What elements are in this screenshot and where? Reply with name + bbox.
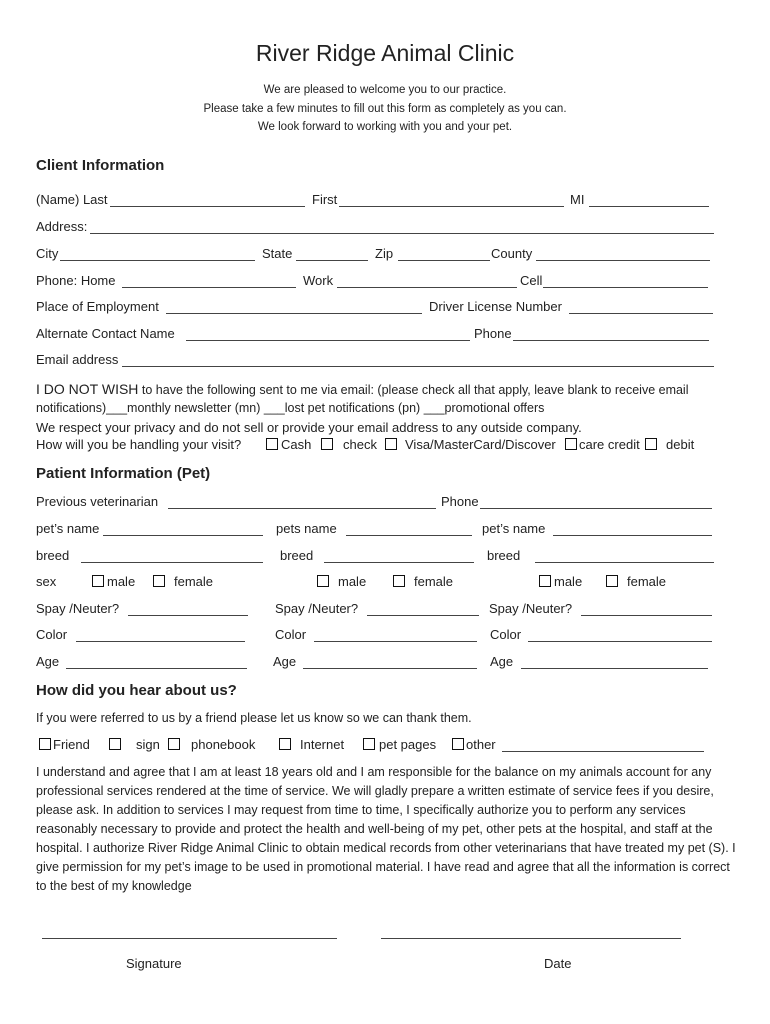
- alt-phone-label: Phone: [474, 326, 512, 341]
- city-field[interactable]: [60, 246, 255, 261]
- visa-checkbox[interactable]: [385, 438, 397, 450]
- work-phone-label: Work: [303, 273, 334, 288]
- name-row: [36, 192, 720, 210]
- email-field[interactable]: [122, 352, 714, 367]
- zip-field[interactable]: [398, 246, 490, 261]
- check-checkbox[interactable]: [321, 438, 333, 450]
- cash-label: Cash: [281, 437, 312, 452]
- pet2-female-checkbox[interactable]: [393, 575, 405, 587]
- pet2-breed-field[interactable]: [324, 548, 474, 563]
- sex-row: [36, 574, 720, 592]
- pet2-age-label: Age: [273, 654, 297, 669]
- pet3-color-label: Color: [490, 627, 522, 642]
- pet1-color-label: Color: [36, 627, 68, 642]
- friend-checkbox[interactable]: [39, 738, 51, 750]
- intro-line-1: We are pleased to welcome you to our practice.: [263, 84, 507, 96]
- internet-label: Internet: [300, 737, 345, 752]
- city-row: [36, 246, 720, 264]
- referral-heading: How did you hear about us?: [36, 682, 237, 699]
- vet-phone-field[interactable]: [480, 494, 712, 509]
- license-label: Driver License Number: [429, 299, 562, 314]
- pet1-male-label: male: [107, 574, 136, 589]
- first-name-label: First: [312, 192, 338, 207]
- age-row: [36, 654, 720, 672]
- employment-row: [36, 299, 720, 317]
- phone-row: [36, 273, 720, 291]
- state-field[interactable]: [296, 246, 368, 261]
- other-checkbox[interactable]: [452, 738, 464, 750]
- do-not-wish-label: I DO NOT WISH: [36, 381, 139, 397]
- pet2-name-field[interactable]: [346, 521, 472, 536]
- spay-row: [36, 601, 720, 619]
- last-name-label: (Name) Last: [36, 192, 108, 207]
- county-field[interactable]: [536, 246, 710, 261]
- pet-pages-checkbox[interactable]: [363, 738, 375, 750]
- cell-phone-field[interactable]: [543, 273, 708, 288]
- pet2-male-label: male: [338, 574, 367, 589]
- first-name-field[interactable]: [339, 192, 564, 207]
- cell-phone-label: Cell: [520, 273, 543, 288]
- pet-pages-label: pet pages: [379, 737, 437, 752]
- pet1-breed-label: breed: [36, 548, 70, 563]
- address-label: Address:: [36, 219, 88, 234]
- check-label: check: [343, 437, 377, 452]
- pet1-name-label: pet’s name: [36, 521, 100, 536]
- intro-line-3: We look forward to working with you and your pet.: [257, 121, 513, 133]
- pet2-male-checkbox[interactable]: [317, 575, 329, 587]
- pet1-color-field[interactable]: [76, 627, 245, 642]
- last-name-field[interactable]: [110, 192, 305, 207]
- visa-label: Visa/MasterCard/Discover: [405, 437, 556, 452]
- email-preference-line: [36, 380, 736, 400]
- alt-contact-field[interactable]: [186, 326, 470, 341]
- pet1-female-checkbox[interactable]: [153, 575, 165, 587]
- debit-label: debit: [666, 437, 695, 452]
- intro-line-2: Please take a few minutes to fill out this form as completely as you can.: [203, 103, 567, 115]
- patient-info-heading: Patient Information (Pet): [36, 465, 211, 482]
- sign-checkbox[interactable]: [109, 738, 121, 750]
- pet3-male-checkbox[interactable]: [539, 575, 551, 587]
- date-label: Date: [544, 956, 572, 971]
- pet1-age-field[interactable]: [66, 654, 247, 669]
- work-phone-field[interactable]: [337, 273, 517, 288]
- zip-label: Zip: [375, 246, 394, 261]
- client-info-heading: Client Information: [36, 157, 165, 174]
- sex-label: sex: [36, 574, 57, 589]
- email-label: Email address: [36, 352, 119, 367]
- pet3-male-label: male: [554, 574, 583, 589]
- care-credit-checkbox[interactable]: [565, 438, 577, 450]
- address-field[interactable]: [90, 219, 714, 234]
- pet2-age-field[interactable]: [303, 654, 477, 669]
- referral-note: If you were referred to us by a friend please let us know so we can thank them.: [36, 711, 472, 725]
- pet1-spay-label: Spay /Neuter?: [36, 601, 120, 616]
- pet2-spay-label: Spay /Neuter?: [275, 601, 359, 616]
- pet3-breed-field[interactable]: [535, 548, 714, 563]
- prev-vet-field[interactable]: [168, 494, 436, 509]
- pet1-female-label: female: [174, 574, 214, 589]
- other-field[interactable]: [502, 737, 704, 752]
- privacy-statement: We respect your privacy and do not sell or provide your email address to any outside company.: [36, 420, 582, 435]
- alt-phone-field[interactable]: [513, 326, 709, 341]
- pet3-female-label: female: [627, 574, 667, 589]
- phonebook-label: phonebook: [191, 737, 256, 752]
- employment-field[interactable]: [166, 299, 422, 314]
- employment-label: Place of Employment: [36, 299, 159, 314]
- state-label: State: [262, 246, 293, 261]
- signature-label: Signature: [126, 956, 182, 971]
- alt-contact-row: [36, 326, 720, 344]
- county-label: County: [491, 246, 533, 261]
- pet1-breed-field[interactable]: [81, 548, 263, 563]
- color-row: [36, 627, 720, 645]
- city-label: City: [36, 246, 59, 261]
- cash-checkbox[interactable]: [266, 438, 278, 450]
- mi-label: MI: [570, 192, 585, 207]
- pet-name-row: [36, 521, 720, 539]
- home-phone-field[interactable]: [122, 273, 296, 288]
- referral-options-row: [36, 737, 720, 755]
- pet2-female-label: female: [414, 574, 454, 589]
- home-phone-label: Phone: Home: [36, 273, 116, 288]
- pet2-color-label: Color: [275, 627, 307, 642]
- pet3-age-field[interactable]: [521, 654, 708, 669]
- pet1-name-field[interactable]: [103, 521, 263, 536]
- sign-label: sign: [136, 737, 160, 752]
- date-line[interactable]: [381, 938, 681, 939]
- other-label: other: [466, 737, 496, 752]
- friend-label: Friend: [53, 737, 90, 752]
- phonebook-checkbox[interactable]: [168, 738, 180, 750]
- pet3-name-field[interactable]: [553, 521, 712, 536]
- address-row: [36, 219, 720, 237]
- pet2-color-field[interactable]: [314, 627, 477, 642]
- payment-row: [36, 437, 720, 455]
- payment-question: How will you be handling your visit?: [36, 437, 242, 452]
- vet-phone-label: Phone: [441, 494, 479, 509]
- care-credit-label: care credit: [579, 437, 640, 452]
- pet1-male-checkbox[interactable]: [92, 575, 104, 587]
- email-row: [36, 352, 720, 370]
- license-field[interactable]: [569, 299, 713, 314]
- mi-field[interactable]: [589, 192, 709, 207]
- page-title: River Ridge Animal Clinic: [255, 40, 515, 66]
- pet3-spay-field[interactable]: [581, 601, 712, 616]
- pet3-female-checkbox[interactable]: [606, 575, 618, 587]
- internet-checkbox[interactable]: [279, 738, 291, 750]
- pet1-age-label: Age: [36, 654, 60, 669]
- prev-vet-label: Previous veterinarian: [36, 494, 159, 509]
- pet3-color-field[interactable]: [528, 627, 712, 642]
- pet3-name-label: pet’s name: [482, 521, 546, 536]
- pet1-spay-field[interactable]: [128, 601, 248, 616]
- pet3-breed-label: breed: [487, 548, 521, 563]
- email-preference-text: to have the following sent to me via email: (please check all that apply, leave blank to receive email: [138, 383, 689, 397]
- breed-row: [36, 548, 720, 566]
- alt-contact-label: Alternate Contact Name: [36, 326, 175, 341]
- agreement-text: I understand and agree that I am at least 18 years old and I am responsible for the balance on my animals account for any professional services rendered at the time of service. We will gladly prepare a written estimate of service fees if you desire, please ask. In addition to services I may request from time to time, I specifically authorize you to perform any services reasonably necessary to provide and protect the health and well-being of my pet, other pets at the hospital, and staff at the hospital. I authorize River Ridge Animal Clinic to obtain medical records from other veterinarians that have treated my pet (S). I give permission for my pet’s image to be used in promotional material. I have read and agree that all the information is correct to the best of my knowledge: [36, 765, 736, 893]
- pet3-age-label: Age: [490, 654, 514, 669]
- pet3-spay-label: Spay /Neuter?: [489, 601, 573, 616]
- pet2-name-label: pets name: [276, 521, 337, 536]
- email-preference-options[interactable]: notifications)___monthly newsletter (mn) ___lost pet notifications (pn) ___promotional offers: [36, 401, 545, 415]
- pet2-spay-field[interactable]: [367, 601, 479, 616]
- signature-line[interactable]: [42, 938, 337, 939]
- pet2-breed-label: breed: [280, 548, 314, 563]
- prev-vet-row: [36, 494, 720, 512]
- debit-checkbox[interactable]: [645, 438, 657, 450]
